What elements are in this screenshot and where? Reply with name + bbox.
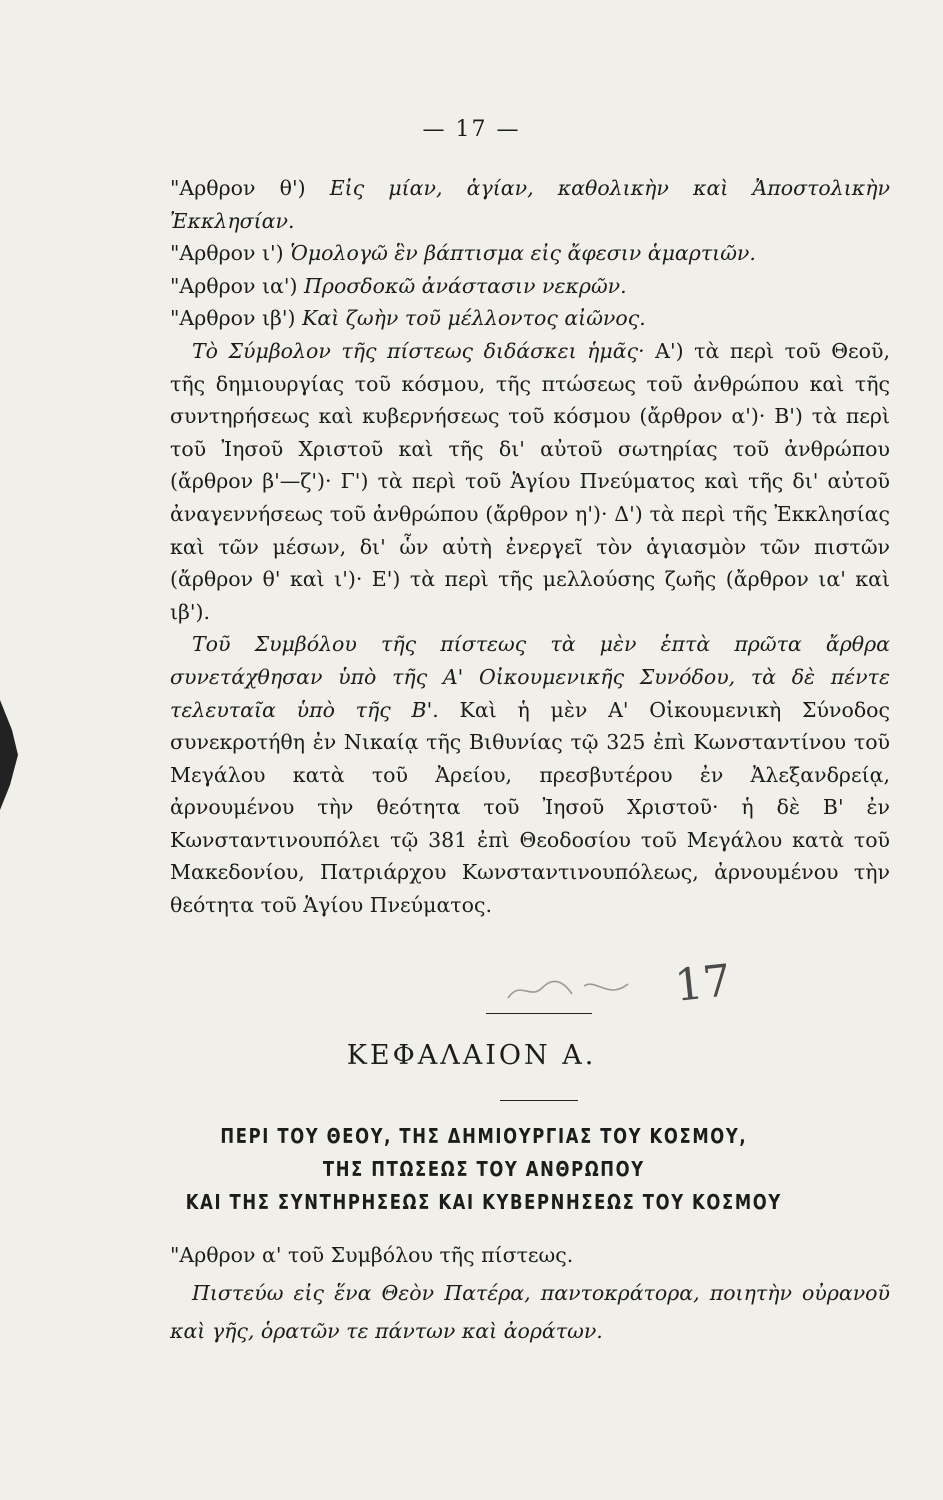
body-text <box>170 172 890 922</box>
article-label: "Αρθρον θ') <box>170 176 306 200</box>
first-article-text: Πιστεύω εἰς ἕνα Θεὸν Πατέρα, παντοκράτορα, ποιητὴν οὐρανοῦ καὶ γῆς, ὁρατῶν τε πάντων καὶ ἀοράτων. <box>170 1281 890 1343</box>
chapter-heading <box>97 1120 870 1219</box>
article-12 <box>170 302 890 335</box>
article-label: "Αρθρον ια') <box>170 273 298 298</box>
symbol-paragraph <box>170 335 890 628</box>
chapter-heading-line: ΤΗΣ ΠΤΩΣΕΩΣ ΤΟΥ ΑΝΘΡΩΠΟΥ <box>322 1157 645 1181</box>
page-edge-mark <box>0 700 20 810</box>
section-divider <box>486 1013 592 1014</box>
page-number: — 17 — <box>422 117 521 142</box>
councils-paragraph-lead: Τοῦ Συμβόλου τῆς πίστεως τὰ μὲν ἑπτὰ πρῶτα ἄρθρα συνετάχθησαν ὑπὸ τῆς Α' Οἰκουμενικῆς Συνόδου, τὰ δὲ πέντε τελευταῖα ὑπὸ τῆς Β'. <box>170 632 890 722</box>
article-label: "Αρθρον ιβ') <box>170 306 296 331</box>
symbol-paragraph-lead: Τὸ Σύμβολον τῆς πίστεως διδάσκει ἡμᾶς· <box>192 338 645 363</box>
article-text: Προσδοκῶ ἀνάστασιν νεκρῶν. <box>304 273 627 298</box>
chapter-title-underline <box>500 1100 578 1101</box>
article-10 <box>170 237 890 270</box>
symbol-paragraph-text: Α') τὰ περὶ τοῦ Θεοῦ, τῆς δημιουργίας τοῦ κόσμου, τῆς πτώσεως τοῦ ἀνθρώπου καὶ τῆς συντηρήσεως καὶ κυβερνήσεως τοῦ κόσμου (ἄρθρον α')· Β') τὰ περὶ τοῦ Ἰησοῦ Χριστοῦ καὶ τῆς δι' αὐτοῦ σωτηρίας τοῦ ἀνθρώπου (ἄρθρον β'—ζ')· Γ') τὰ περὶ τοῦ Ἁγίου Πνεύματος καὶ τῆς δι' αὐτοῦ ἀναγεννήσεως τοῦ ἀνθρώπου (ἄρθρον η')· Δ') τὰ περὶ τῆς Ἐκκλησίας καὶ τῶν μέσων, δι' ὧν αὐτὴ ἐνεργεῖ τὸν ἁγιασμὸν τῶν πιστῶν (ἄρθρον θ' καὶ ι')· Ε') τὰ περὶ τῆς μελλούσης ζωῆς (ἄρθρον ια' καὶ ιβ'). <box>170 338 890 624</box>
article-text: Εἰς μίαν, ἁγίαν, καθολικὴν καὶ Ἀποστολικὴν Ἐκκλησίαν. <box>170 176 890 233</box>
first-article-block <box>170 1236 890 1350</box>
chapter-heading-line: ΚΑΙ ΤΗΣ ΣΥΝΤΗΡΗΣΕΩΣ ΚΑΙ ΚΥΒΕΡΝΗΣΕΩΣ ΤΟΥ ΚΟΣΜΟΥ <box>185 1190 782 1214</box>
handwritten-page-number: 17 <box>672 955 734 1012</box>
chapter-title: ΚΕΦΑΛΑΙΟΝ Α. <box>346 1040 597 1071</box>
article-text: Καὶ ζωὴν τοῦ μέλλοντος αἰῶνος. <box>302 306 646 331</box>
article-9 <box>170 172 890 237</box>
article-label: "Αρθρον ι') <box>170 241 284 266</box>
article-text: Ὁμολογῶ ἓν βάπτισμα εἰς ἄφεσιν ἁμαρτιῶν. <box>290 241 756 266</box>
chapter-heading-line: ΠΕΡΙ ΤΟΥ ΘΕΟΥ, ΤΗΣ ΔΗΜΙΟΥΡΓΙΑΣ ΤΟΥ ΚΟΣΜΟΥ, <box>220 1124 748 1148</box>
faint-pencil-scribble <box>500 970 640 1010</box>
first-article-label: "Αρθρον α' τοῦ Συμβόλου τῆς πίστεως. <box>170 1243 574 1267</box>
article-11 <box>170 270 890 303</box>
councils-paragraph-text: Καὶ ἡ μὲν Α' Οἰκουμενικὴ Σύνοδος συνεκροτήθη ἐν Νικαίᾳ τῆς Βιθυνίας τῷ 325 ἐπὶ Κωνσταντίνου τοῦ Μεγάλου κατὰ τοῦ Ἀρείου, πρεσβυτέρου ἐν Ἀλεξανδρείᾳ, ἀρνουμένου τὴν θεότητα τοῦ Ἰησοῦ Χριστοῦ· ἡ δὲ Β' ἐν Κωνσταντινουπόλει τῷ 381 ἐπὶ Θεοδοσίου τοῦ Μεγάλου κατὰ τοῦ Μακεδονίου, Πατριάρχου Κωνσταντινουπόλεως, ἀρνουμένου τὴν θεότητα τοῦ Ἁγίου Πνεύματος. <box>170 697 890 918</box>
councils-paragraph <box>170 628 890 921</box>
